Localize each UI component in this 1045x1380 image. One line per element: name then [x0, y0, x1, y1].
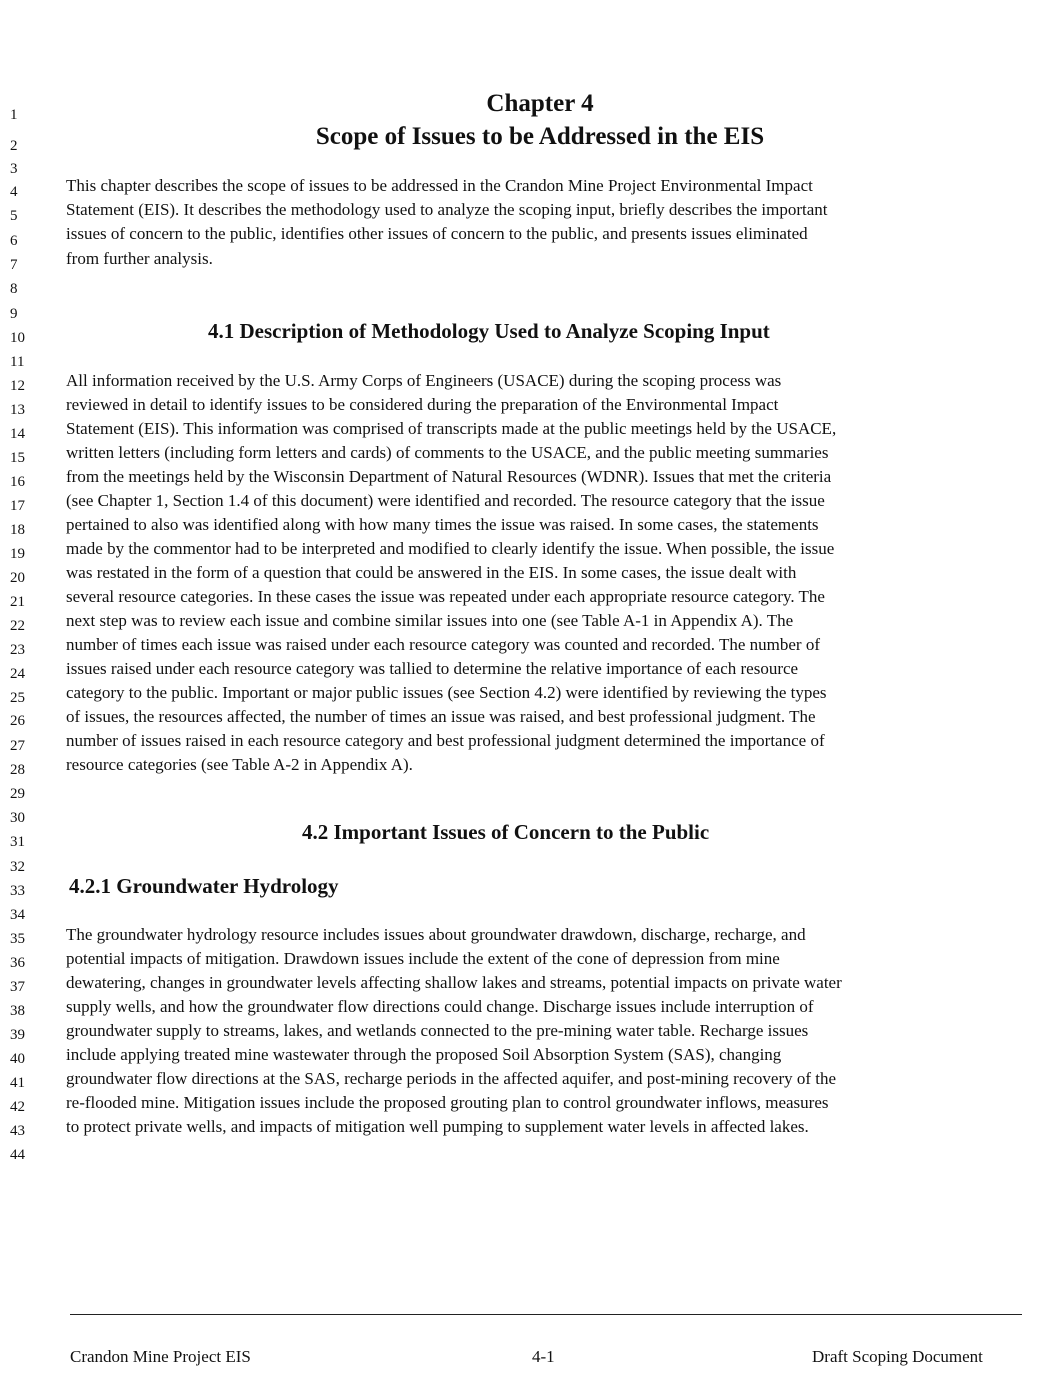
paragraph-line: groundwater flow directions at the SAS, recharge periods in the affected aquifer, and post-mining recovery of the: [66, 1069, 837, 1088]
paragraph-line: re-flooded mine. Mitigation issues include the proposed grouting plan to control groundwater inflows, measures: [66, 1093, 829, 1112]
line-number: 20: [10, 570, 25, 586]
line-number: 13: [10, 402, 25, 418]
section-heading-4-2: 4.2 Important Issues of Concern to the Public: [302, 820, 710, 844]
paragraph-line: The groundwater hydrology resource includes issues about groundwater drawdown, discharge, recharge, and: [66, 925, 806, 944]
paragraph-line: number of times each issue was raised under each resource category was counted and recorded. The number of: [66, 635, 820, 654]
paragraph-line: several resource categories. In these cases the issue was repeated under each appropriate resource category. The: [66, 587, 825, 606]
line-number: 26: [10, 713, 25, 729]
line-number: 36: [10, 955, 25, 971]
paragraph-line: resource categories (see Table A-2 in Appendix A).: [66, 755, 413, 774]
line-number: 32: [10, 859, 25, 875]
line-number: 31: [10, 834, 25, 850]
line-number: 37: [10, 979, 25, 995]
line-number: 27: [10, 738, 25, 754]
line-number: 29: [10, 786, 25, 802]
footer-page-number: 4-1: [532, 1347, 555, 1366]
footer-draft-label: Draft Scoping Document: [812, 1347, 983, 1366]
chapter-number: Chapter 4: [486, 90, 594, 117]
line-number: 44: [10, 1147, 25, 1163]
paragraph-line: Statement (EIS). It describes the methodology used to analyze the scoping input, briefly describes the important: [66, 200, 828, 219]
paragraph-line: (see Chapter 1, Section 1.4 of this document) were identified and recorded. The resource category that the issue: [66, 491, 825, 510]
line-number: 18: [10, 522, 25, 538]
section-heading-4-1: 4.1 Description of Methodology Used to Analyze Scoping Input: [208, 319, 770, 343]
line-number: 43: [10, 1123, 25, 1139]
paragraph-line: next step was to review each issue and combine similar issues into one (see Table A-1 in Appendix A). The: [66, 611, 794, 630]
paragraph-line: supply wells, and how the groundwater flow directions could change. Discharge issues include interruption of: [66, 997, 814, 1016]
paragraph-line: issues raised under each resource category was tallied to determine the relative importance of each resource: [66, 659, 799, 678]
line-number: 2: [10, 138, 18, 154]
line-number: 5: [10, 208, 18, 224]
paragraph-line: Statement (EIS). This information was comprised of transcripts made at the public meetings held by the USACE,: [66, 419, 837, 438]
paragraph-line: pertained to also was identified along with how many times the issue was raised. In some cases, the statements: [66, 515, 819, 534]
line-number: 23: [10, 642, 25, 658]
line-number: 38: [10, 1003, 25, 1019]
line-number: 33: [10, 883, 25, 899]
paragraph-line: potential impacts of mitigation. Drawdown issues include the extent of the cone of depression from mine: [66, 949, 780, 968]
line-number: 19: [10, 546, 25, 562]
line-number-column: [0, 0, 50, 1380]
paragraph-line: groundwater supply to streams, lakes, and wetlands connected to the pre-mining water table. Recharge issues: [66, 1021, 809, 1040]
line-number: 25: [10, 690, 25, 706]
paragraph-line: from the meetings held by the Wisconsin Department of Natural Resources (WDNR). Issues that met the criteria: [66, 467, 832, 486]
line-number: 30: [10, 810, 25, 826]
line-number: 40: [10, 1051, 25, 1067]
line-number: 15: [10, 450, 25, 466]
footer-divider: [70, 1314, 1022, 1315]
line-number: 3: [10, 161, 18, 177]
paragraph-line: written letters (including form letters and cards) of comments to the USACE, and the public meeting summaries: [66, 443, 829, 462]
paragraph-line: from further analysis.: [66, 249, 213, 268]
line-number: 6: [10, 233, 18, 249]
paragraph-line: number of issues raised in each resource category and best professional judgment determined the importance of: [66, 731, 825, 750]
section-heading-4-2-1: 4.2.1 Groundwater Hydrology: [69, 874, 339, 898]
line-number: 12: [10, 378, 25, 394]
paragraph-line: All information received by the U.S. Army Corps of Engineers (USACE) during the scoping process was: [66, 371, 782, 390]
line-number: 24: [10, 666, 25, 682]
line-number: 14: [10, 426, 25, 442]
paragraph-line: dewatering, changes in groundwater levels affecting shallow lakes and streams, potential impacts on private water: [66, 973, 842, 992]
paragraph-line: category to the public. Important or major public issues (see Section 4.2) were identified by reviewing the types: [66, 683, 827, 702]
footer-document-name: Crandon Mine Project EIS: [70, 1347, 251, 1366]
line-number: 7: [10, 257, 18, 273]
paragraph-line: include applying treated mine wastewater through the proposed Soil Absorption System (SAS), changing: [66, 1045, 782, 1064]
paragraph-line: This chapter describes the scope of issues to be addressed in the Crandon Mine Project Environmental Impact: [66, 176, 813, 195]
line-number: 28: [10, 762, 25, 778]
line-number: 4: [10, 184, 18, 200]
line-number: 8: [10, 281, 18, 297]
line-number: 11: [10, 354, 25, 370]
paragraph-line: reviewed in detail to identify issues to be considered during the preparation of the Environmental Impact: [66, 395, 779, 414]
line-number: 34: [10, 907, 25, 923]
line-number: 9: [10, 306, 18, 322]
paragraph-line: to protect private wells, and impacts of mitigation well pumping to supplement water levels in affected lakes.: [66, 1117, 809, 1136]
line-number: 39: [10, 1027, 25, 1043]
line-number: 35: [10, 931, 25, 947]
paragraph-line: made by the commentor had to be interpreted and modified to clearly identify the issue. When possible, the issue: [66, 539, 835, 558]
line-number: 42: [10, 1099, 25, 1115]
line-number: 1: [10, 107, 18, 123]
line-number: 17: [10, 498, 25, 514]
line-number: 21: [10, 594, 25, 610]
paragraph-line: of issues, the resources affected, the number of times an issue was raised, and best professional judgment. The: [66, 707, 816, 726]
line-number: 16: [10, 474, 25, 490]
paragraph-line: issues of concern to the public, identifies other issues of concern to the public, and presents issues eliminated: [66, 224, 808, 243]
paragraph-line: was restated in the form of a question that could be answered in the EIS. In some cases, the issue dealt with: [66, 563, 797, 582]
line-number: 41: [10, 1075, 25, 1091]
line-number: 22: [10, 618, 25, 634]
chapter-title: Scope of Issues to be Addressed in the EIS: [315, 123, 765, 150]
line-number: 10: [10, 330, 25, 346]
